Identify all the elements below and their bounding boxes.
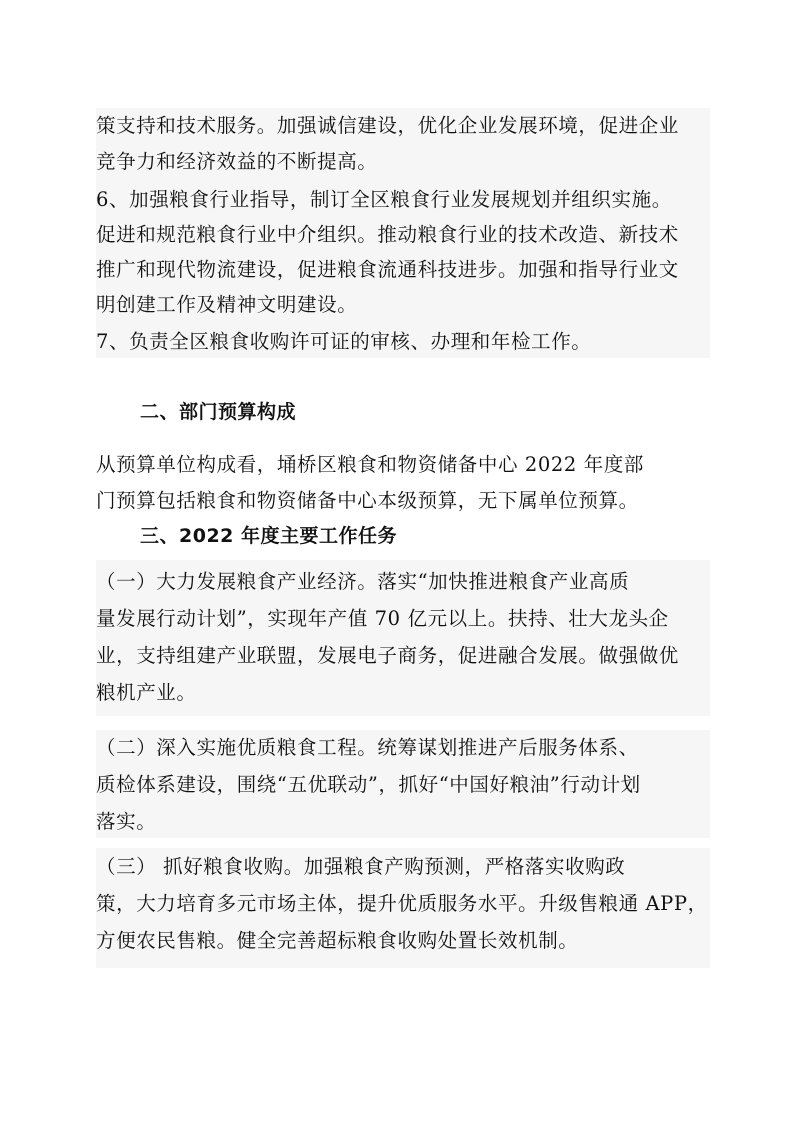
body-text-line: 从预算单位构成看，埇桥区粮食和物资储备中心 2022 年度部 [96,453,645,476]
body-text-line: （一）大力发展粮食产业经济。落实“加快推进粮食产业高质 [96,570,630,593]
section-heading: 三、2022 年度主要工作任务 [140,525,397,547]
body-text-line: 量发展行动计划”，实现年产值 70 亿元以上。扶持、壮大龙头企 [96,607,669,630]
body-text-line: 门预算包括粮食和物资储备中心本级预算，无下属单位预算。 [96,489,639,512]
body-text-line: 7、负责全区粮食收购许可证的审核、办理和年检工作。 [96,330,592,353]
body-text-line: 方便农民售粮。健全完善超标粮食收购处置长效机制。 [96,929,579,952]
body-text-line: 粮机产业。 [96,681,197,704]
body-text-line: （三） 抓好粮食收购。加强粮食产购预测，严格落实收购政 [96,855,626,878]
body-text-line: 质检体系建设，围绕“五优联动”，抓好“中国好粮油”行动计划 [96,773,641,796]
body-text-line: 促进和规范粮食行业中介组织。推动粮食行业的技术改造、新技术 [96,223,679,246]
body-text-line: 策，大力培育多元市场主体，提升优质服务水平。升级售粮通 APP， [96,892,708,915]
section-heading: 二、部门预算构成 [140,401,297,423]
body-text-line: 明创建工作及精神文明建设。 [96,293,358,316]
body-text-line: 竞争力和经济效益的不断提高。 [96,150,378,173]
body-text-line: （二）深入实施优质粮食工程。统筹谋划推进产后服务体系、 [96,736,639,759]
body-text-line: 6、加强粮食行业指导，制订全区粮食行业发展规划并组织实施。 [96,188,672,211]
body-text-line: 推广和现代物流建设，促进粮食流通科技进步。加强和指导行业文 [96,258,679,281]
body-text-line: 策支持和技术服务。加强诚信建设，优化企业发展环境，促进企业 [96,114,679,137]
body-text-line: 落实。 [96,810,157,833]
body-text-line: 业，支持组建产业联盟，发展电子商务，促进融合发展。做强做优 [96,644,679,667]
